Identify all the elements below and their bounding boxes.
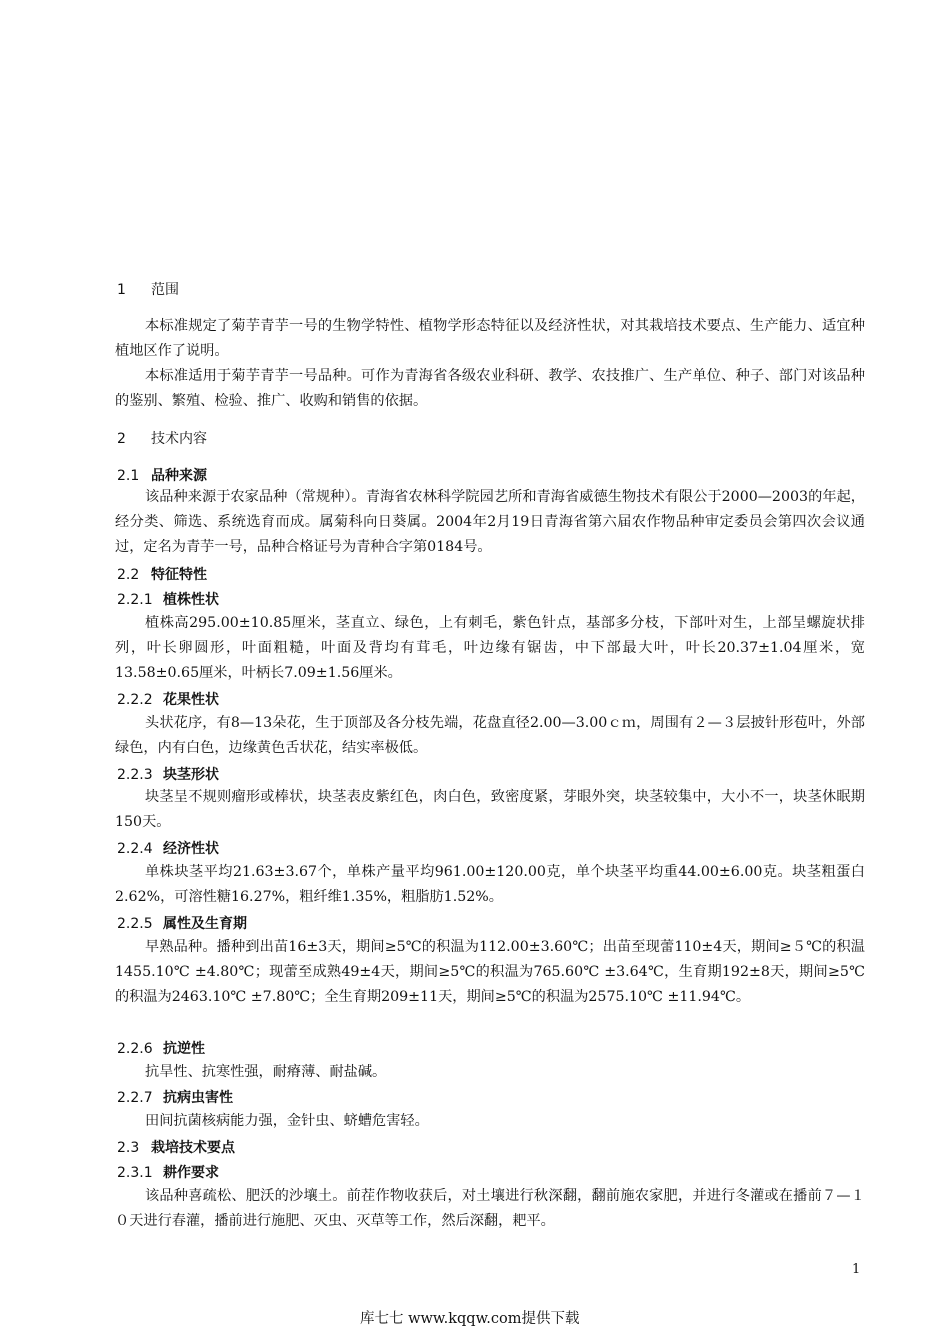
section-number: 2.2.3 — [117, 767, 153, 783]
section-title: 耕作要求 — [163, 1165, 219, 1181]
section-number: 2.2.2 — [117, 692, 153, 708]
section-2-2-1-paragraph: 植株高295.00±10.85厘米，茎直立、绿色，上有刺毛，紫色针点，基部多分枝，下部叶对生，上部呈螺旋状排列，叶长卵圆形，叶面粗糙，叶面及背均有茸毛，叶边缘有锯齿，中下部最大叶，叶长20.37±1.04厘米，宽13.58±0.65厘米，叶柄长7.09±1.56厘米。 — [115, 615, 865, 681]
section-number: 2.2.5 — [117, 916, 153, 932]
section-title: 栽培技术要点 — [151, 1140, 235, 1156]
section-title: 花果性状 — [163, 692, 219, 708]
section-2-3-heading — [117, 1137, 235, 1157]
section-2-2-3-heading — [117, 764, 219, 784]
section-number: 2.3 — [117, 1140, 140, 1156]
section-2-2-6-paragraph: 抗旱性、抗寒性强，耐瘠薄、耐盐碱。 — [145, 1064, 387, 1080]
section-2-2-6-heading — [117, 1038, 205, 1058]
section-1-paragraph-2: 本标准适用于菊芋青芋一号品种。可作为青海省各级农业科研、教学、农技推广、生产单位、种子、部门对该品种的鉴别、繁殖、检验、推广、收购和销售的依据。 — [115, 368, 865, 409]
section-2-1-heading — [117, 465, 207, 485]
section-number: 2.2 — [117, 567, 140, 583]
section-title: 经济性状 — [163, 841, 219, 857]
section-2-2-heading — [117, 564, 207, 584]
section-title: 抗病虫害性 — [163, 1090, 233, 1106]
section-2-3-1-heading — [117, 1162, 219, 1182]
section-1-heading — [117, 279, 179, 299]
section-number: 2.2.4 — [117, 841, 153, 857]
section-title: 植株性状 — [163, 592, 219, 608]
section-number: 2 — [117, 431, 126, 447]
section-2-2-5-paragraph: 早熟品种。播种到出苗16±3天，期间≥5℃的积温为112.00±3.60℃；出苗至现蕾110±4天，期间≥５℃的积温1455.10℃ ±4.80℃；现蕾至成熟49±4天，期间≥5℃的积温为765.60℃ ±3.64℃，生育期192±8天，期间≥5℃的积温为2463.10℃ ±7.80℃；全生育期209±11天，期间≥5℃的积温为2575.10℃ ±11.94℃。 — [115, 939, 865, 1005]
section-title: 特征特性 — [151, 567, 207, 583]
section-title: 范围 — [151, 282, 179, 298]
section-2-3-1-paragraph: 该品种喜疏松、肥沃的沙壤土。前茬作物收获后，对土壤进行秋深翻，翻前施农家肥，并进行冬灌或在播前７—１０天进行春灌，播前进行施肥、灭虫、灭草等工作，然后深翻，耙平。 — [115, 1188, 865, 1229]
section-title: 抗逆性 — [163, 1041, 205, 1057]
section-2-2-7-paragraph: 田间抗菌核病能力强，金针虫、蛴螬危害轻。 — [145, 1113, 429, 1129]
section-number: 2.1 — [117, 468, 140, 484]
section-2-2-4-heading — [117, 838, 219, 858]
section-2-2-1-heading — [117, 589, 219, 609]
section-2-2-4-paragraph: 单株块茎平均21.63±3.67个，单株产量平均961.00±120.00克，单个块茎平均重44.00±6.00克。块茎粗蛋白2.62%，可溶性糖16.27%，粗纤维1.35%，粗脂肪1.52%。 — [115, 864, 865, 905]
section-number: 2.2.7 — [117, 1090, 153, 1106]
section-2-2-2-paragraph: 头状花序，有8—13朵花，生于顶部及各分枝先端，花盘直径2.00—3.00ｃｍ，周围有２—３层披针形苞叶，外部绿色，内有白色，边缘黄色舌状花，结实率极低。 — [115, 715, 865, 756]
section-2-2-7-heading — [117, 1087, 233, 1107]
section-2-2-3-paragraph: 块茎呈不规则瘤形或棒状，块茎表皮紫红色，肉白色，致密度紧，芽眼外突，块茎较集中，大小不一，块茎休眠期150天。 — [115, 789, 865, 830]
download-footer: 库七七 www.kqqw.com提供下载 — [360, 1311, 580, 1327]
section-2-2-5-heading — [117, 913, 247, 933]
section-number: 2.2.1 — [117, 592, 153, 608]
section-title: 技术内容 — [151, 431, 207, 447]
section-2-heading — [117, 428, 207, 448]
section-number: 1 — [117, 282, 126, 298]
section-2-2-2-heading — [117, 689, 219, 709]
section-title: 属性及生育期 — [163, 916, 247, 932]
section-number: 2.3.1 — [117, 1165, 153, 1181]
section-title: 块茎形状 — [163, 767, 219, 783]
section-1-paragraph-1: 本标准规定了菊芋青芋一号的生物学特性、植物学形态特征以及经济性状，对其栽培技术要点、生产能力、适宜种植地区作了说明。 — [115, 318, 865, 359]
section-title: 品种来源 — [151, 468, 207, 484]
section-2-1-paragraph: 该品种来源于农家品种（常规种）。青海省农林科学院园艺所和青海省威德生物技术有限公于2000—2003的年起，经分类、筛选、系统选育而成。属菊科向日葵属。2004年2月19日青海省第六届农作物品种审定委员会第四次会议通过，定名为青芋一号，品种合格证号为青种合字第0184号。 — [115, 489, 865, 555]
page-number: 1 — [852, 1262, 861, 1277]
section-number: 2.2.6 — [117, 1041, 153, 1057]
